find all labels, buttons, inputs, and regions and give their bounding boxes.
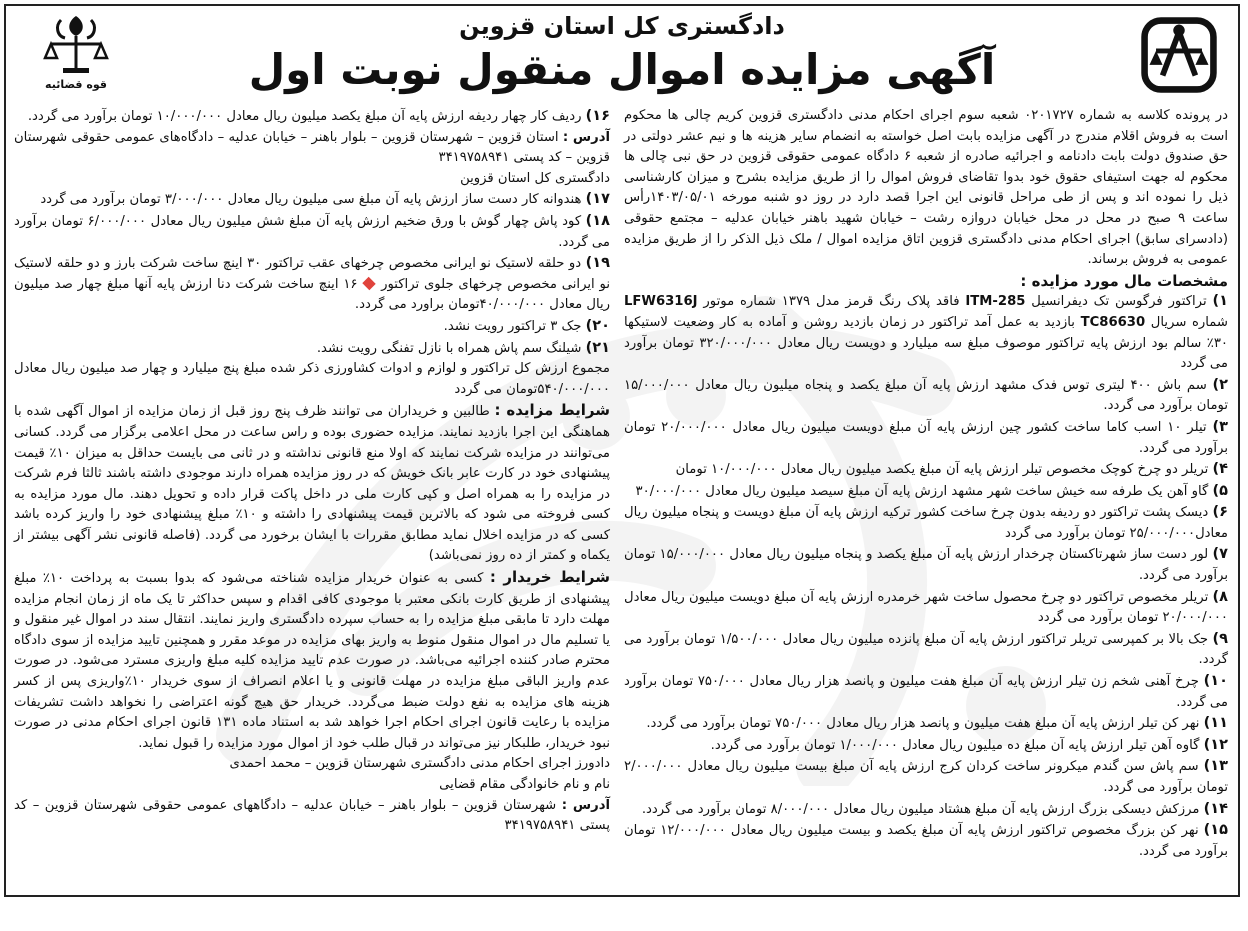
- engine-number: LFW6316J: [624, 294, 698, 310]
- red-mark-icon: [363, 277, 376, 290]
- list-item: ۱۲) گاوه آهن تیلر ارزش پایه آن مبلغ ده میلیون ریال معادل ۱/۰۰۰/۰۰۰ تومان برآورد می گردد.: [710, 736, 1228, 753]
- list-item: ۹) جک بالا بر کمپرسی تریلر تراکتور ارزش پایه آن مبلغ پانزده میلیون ریال معادل ۱/۵۰۰/۰۰۰ تومان برآورد می گردد.: [624, 630, 1228, 668]
- list-item: ۱۶) ردیف کار چهار ردیفه ارزش پایه آن مبلغ یکصد میلیون ریال معادل ۱۰/۰۰۰/۰۰۰ تومان برآورد می گردد.: [27, 108, 610, 124]
- list-item: ۲۰) جک ۳ تراکتور رویت نشد.: [443, 317, 610, 334]
- list-item: ۱۹) دو حلقه لاستیک نو ایرانی مخصوص چرخهای عقب تراکتور ۳۰ اینچ ساخت شرکت بارز و دو حلقه لاستیک نو ایرانی مخصوص چرخهای جلوی تراکتور ۱۶ اینچ ساخت شرکت دنا ارزش پایه آنها مبلغ چهار صد میلیون ریال معادل ۴۰/۰۰۰/۰۰۰تومان براورد می گردد.: [14, 255, 610, 313]
- list-item: ۱۰) چرخ آهنی شخم زن تیلر ارزش پایه آن مبلغ هفت میلیون و پانصد هزار ریال معادل ۷۵۰/۰۰۰ تومان برآورد می گردد.: [624, 673, 1228, 710]
- page-title: آگهی مزایده اموال منقول نوبت اول: [248, 45, 996, 94]
- buyer-conditions: شرایط خریدار : کسی به عنوان خریدار مزایده شناخته می‌شود که بدوا بسبت به پرداخت ۱۰٪ مبلغ پیشنهادی از طریق کارت بانکی معتبر با موجودی کافی اقدام و سپس حداکثر تا یک ماه از زمان انجام مزایده مهلت دارد تا مابقی مبلغ مزایده را به حساب سپرده دادگستری واریز نمایند. انتقال سند در اموال غیر منقول و یا تسلیم مال در اموال منقول منوط به واریز بهای مزایده در موعد مقرر و همچنین تایید مزایده از سوی دادگاه محترم صادر کننده اجرائیه می‌باشد. در صورت عدم تایید مزایده کلیه مبلغ واریزی مسترد می‌شود. در صورت عدم واریز الباقی مبلغ مزایده در مهلت قانونی و یا اعلام انصراف از سوی خریدار ۱۰٪واریزی پس از کسر هزینه های مزایده به نفع دولت ضبط می‌گردد. خریدار حق هیچ گونه اعتراضی را نخواهد داشت تشریفات مزایده با رعایت قانون اجرای احکام اجرا خواهد شد به استناد ماده ۱۳۱ قانون اجرای احکام مدنی در صورت نبود خریدار، طلبکار نیز می‌تواند در قبال طلب خود از اموال مورد مزایده را قبول نماید.: [14, 568, 611, 751]
- list-item: ۱۸) کود پاش چهار گوش با ورق ضخیم ارزش پایه آن مبلغ شش میلیون ریال معادل ۶/۰۰۰/۰۰۰ تومان برآورد می گردد.: [14, 212, 610, 250]
- emblem-caption: قوه قضائیه: [45, 78, 107, 91]
- list-item: ۱۴) مرزکش دیسکی بزرگ ارزش پایه آن مبلغ هشتاد میلیون ریال معادل ۸/۰۰۰/۰۰۰ تومان برآورد می گردد.: [641, 800, 1228, 817]
- list-item: ۱۱) نهر کن تیلر ارزش پایه آن مبلغ هفت میلیون و پانصد هزار ریال معادل ۷۵۰/۰۰۰ تومان برآورد می گردد.: [646, 715, 1228, 732]
- list-item: ۱۷) هندوانه کار دست ساز ارزش پایه آن مبلغ سی میلیون ریال معادل ۳/۰۰۰/۰۰۰ تومان برآورد می گردد: [40, 191, 610, 208]
- list-item: ۴) تریلر دو چرخ کوچک مخصوص تیلر ارزش پایه آن مبلغ یکصد میلیون ریال معادل ۱۰/۰۰۰/۰۰۰ تومان: [675, 461, 1228, 478]
- court-line: دادگستری کل استان قزوین: [460, 170, 610, 186]
- total-value: مجموع ارزش کل تراکتور و لوازم و ادوات کشاورزی ذکر شده مبلغ پنج میلیارد و چهار صد میلیون ریال معادل ۵۴۰/۰۰۰/۰۰۰تومان می گردد: [14, 361, 610, 397]
- court-name: دادگستری کل استان قزوین: [459, 12, 785, 40]
- right-column: [624, 106, 1228, 889]
- list-item: ۱۳) سم پاش سن گندم میکرونر ساخت کردان کرج ارزش پایه آن مبلغ بیست میلیون ریال معادل ۲/۰۰۰/۰۰۰ تومان برآورد می گردد.: [624, 758, 1228, 795]
- judiciary-emblem-icon: [41, 12, 111, 78]
- list-item: ۲۱) شیلنگ سم پاش همراه با نازل تفنگی رویت نشد.: [316, 339, 610, 356]
- list-item: ۵) گاو آهن یک طرفه سه خیش ساخت شهر مشهد ارزش پایه آن مبلغ سیصد میلیون ریال معادل ۳۰/۰۰۰/۰۰۰: [635, 482, 1228, 499]
- signer: دادورز اجرای احکام مدنی دادگستری شهرستان قزوین – محمد احمدی: [229, 756, 610, 772]
- intro-paragraph: در پرونده کلاسه به شماره ۰۲۰۱۷۲۷ شعبه سوم اجرای احکام مدنی دادگستری قزوین کریم چالی ها محکوم است به فروش اقلام مندرج در آگهی مزایده بابت اصل خواسته به انضمام سایر هزینه ها و نیم عشر دولتی در حق صندوق دولت بابت دادنامه و اجرائیه صادره از شعبه ۶ دادگاه عمومی حقوقی قزوین در حق نبی چالی ها محکوم له جهت استیفای حقوق خود بدوا تقاضای فروش اموال را از طریق مزایده بشرح و میزان کارشناسی ذیل را نموده اند و پس از طی مراحل قانونی این اجرا قصد دارد در روز دو شنبه مورخه ۱۴۰۳/۰۵/۰۱رأس ساعت ۹ صبح در محل در محل خیابان دروازه رشت – خیابان شهید باهنر خیابان عدلیه – مجتمع حقوقی (دادسرای سابق) اجرای احکام مدنی دادگستری قزوین اتاق مزایده اموال / ملک ذیل الذکر را از طریق مزایده عمومی به فروش برساند.: [624, 108, 1229, 268]
- judiciary-emblem: [36, 12, 116, 98]
- list-item: ۱۵) نهر کن بزرگ مخصوص تراکتور ارزش پایه آن مبلغ یکصد و بیست میلیون ریال معادل ۱۲/۰۰۰/۰۰۰ تومان برآورد می گردد.: [624, 822, 1228, 859]
- address-block: آدرس : شهرستان قزوین – بلوار باهنر – خیابان عدلیه – دادگاههای عمومی حقوقی شهرستان قزوین – کد پستی ۳۴۱۹۷۵۸۹۴۱: [14, 797, 611, 834]
- address-block: آدرس : استان قزوین – شهرستان قزوین – بلوار باهنر – خیابان عدلیه – دادگاه‌های عمومی حقوقی شهرستان قزوین – کد پستی ۳۴۱۹۷۵۸۹۴۱: [14, 129, 610, 166]
- plate-number: ITM-285: [965, 294, 1026, 310]
- signer-role: نام و نام خانوادگی مقام قضایی: [439, 777, 610, 792]
- list-item: ۷) لور دست ساز شهرتاکستان چرخدار ارزش پایه آن مبلغ یکصد و پنجاه میلیون ریال معادل ۱۵/۰۰۰/۰۰۰ تومان برآورد می گردد.: [624, 546, 1228, 584]
- left-column: [14, 106, 610, 889]
- serial-number: TC86630: [1080, 314, 1146, 330]
- list-item: ۲) سم باش ۴۰۰ لیتری توس فدک مشهد ارزش پایه آن مبلغ یکصد و پنجاه میلیون ریال معادل ۱۵/۰۰۰/۰۰۰ تومان برآورد می گردد.: [624, 376, 1228, 414]
- header: [6, 6, 1238, 106]
- list-item: ۶) دیسک پشت تراکتور دو ردیفه بدون چرخ ساخت کشور ترکیه ارزش پایه آن مبلغ دویست و پنجاه میلیون ریال معادل۲۵/۰۰۰/۰۰۰ تومان برآورد می گردد: [624, 504, 1228, 541]
- list-item: ۱) تراکتور فرگوسن تک دیفرانسیل ITM-285 فاقد پلاک رنگ قرمز مدل ۱۳۷۹ شماره موتور LFW6316J شماره سریال TC86630 بازدید به عمل آمد تراکتور در زمان بازدید روشن و آماده به کار وضعیت لاستیکها ۳۰٪ سالم بود ارزش پایه تراکتور موصوف مبلغ سه میلیارد و دویست ریال معادل ۳۲۰/۰۰۰/۰۰۰ تومان برآورد می گردد: [624, 293, 1229, 372]
- list-item: ۸) تریلر مخصوص تراکتور دو چرخ محصول ساخت شهر خرمدره ارزش پایه آن مبلغ دویست میلیون ریال معادل ۲۰/۰۰۰/۰۰۰ تومان برآورد می گردد: [624, 588, 1228, 626]
- auction-conditions: شرایط مزایده : طالبین و خریداران می توانند ظرف پنج روز قبل از زمان مزایده از اموال آگهی شده با هماهنگی این اجرا بازدید نمایند. مزایده حضوری بوده و راس ساعت در محل اعلامی برگزار می گردد. کسانی می‌توانند در مزایده شرکت نمایند که اولا منع قانونی نداشته و در ثانی می بایست حداقل به میزان ۱۰٪ قیمت پیشنهادی خود در کارت عابر بانک خویش که در روز مزایده همراه دارند موجودی داشته باشند ثالثا فرم شرکت در مزایده را به همراه اصل و کپی کارت ملی در داخل پاکت قرار داده و تحویل دهند. مال مورد مزایده به کسی فروخته می شود که بالاترین قیمت پیشنهادی را داشته و ۱۰٪ مبلغ پیشنهادی خود را واریز کرده باشد کسی که در مزایده اخلال نماید مطابق مقررات با ایشان برخورد می گردد. (فاصله قانونی نشر آگهی بیشتر از یکماه و کمتر از ده روز نمی‌باشد): [14, 401, 610, 564]
- specs-heading: مشخصات مال مورد مزایده :: [1020, 271, 1228, 290]
- advertisement-frame: [4, 4, 1240, 897]
- list-item: ۳) تیلر ۱۰ اسب کاما ساخت کشور چین ارزش پایه آن مبلغ دویست میلیون ریال معادل ۲۰/۰۰۰/۰۰۰ تومان برآورد می گردد.: [624, 418, 1228, 456]
